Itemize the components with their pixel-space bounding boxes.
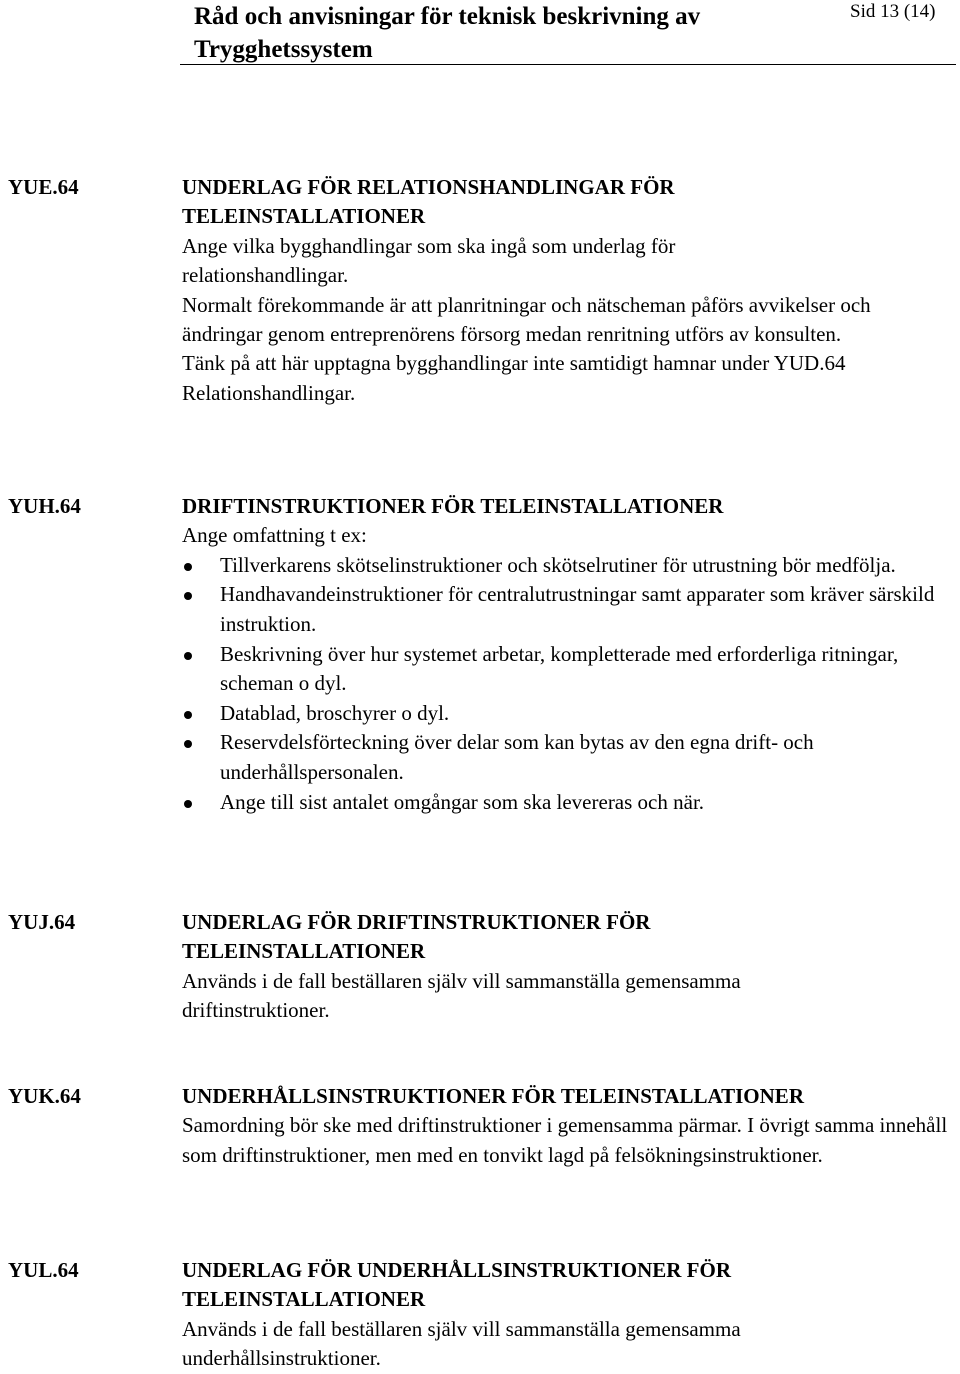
section-paragraph: Ange vilka bygghandlingar som ska ingå som underlag för relationshandlingar. — [182, 233, 676, 288]
section-body — [182, 908, 862, 1026]
section-code: YUK.64 — [8, 1084, 81, 1108]
list-item: Reservdelsförteckning över delar som kan bytas av den egna drift- och underhållspersonalen. — [182, 728, 952, 787]
section-heading: UNDERLAG FÖR DRIFTINSTRUKTIONER FÖR TELEINSTALLATIONER — [182, 910, 651, 964]
list-item: Datablad, broschyrer o dyl. — [182, 699, 952, 729]
section-body — [182, 492, 952, 817]
section-paragraph: Tänk på att här upptagna bygghandlingar inte samtidigt hamnar under YUD.64 Relationshandlingar. — [182, 351, 846, 405]
section-code: YUH.64 — [8, 494, 81, 518]
section-paragraph: Normalt förekommande är att planritningar och nätscheman påförs avvikelser och ändringar genom entreprenörens försorg medan renritning utförs av konsulten. — [182, 292, 871, 347]
section-heading: UNDERLAG FÖR RELATIONSHANDLINGAR FÖR TELEINSTALLATIONER — [182, 175, 675, 229]
list-item: Handhavandeinstruktioner för centralutrustningar samt apparater som kräver särskild instruktion. — [182, 580, 952, 639]
section-body — [182, 173, 882, 408]
section-code: YUE.64 — [8, 175, 79, 199]
page-header — [0, 0, 960, 67]
list-item: Ange till sist antalet omgångar som ska levereras och när. — [182, 788, 952, 818]
section-heading: UNDERLAG FÖR UNDERHÅLLSINSTRUKTIONER FÖR TELEINSTALLATIONER — [182, 1258, 731, 1312]
section-paragraph: Samordning bör ske med driftinstruktioner i gemensamma pärmar. I övrigt samma innehåll som driftinstruktioner, men med en tonvikt lagd på felsökningsinstruktioner. — [182, 1113, 948, 1167]
header-divider — [180, 64, 956, 65]
section-heading: UNDERHÅLLSINSTRUKTIONER FÖR TELEINSTALLATIONER — [182, 1084, 804, 1108]
section-heading: DRIFTINSTRUKTIONER FÖR TELEINSTALLATIONER — [182, 494, 724, 518]
section-intro: Ange omfattning t ex: — [182, 523, 367, 548]
document-title: Råd och anvisningar för teknisk beskrivning av Trygghetssystem — [194, 3, 701, 63]
section-code: YUL.64 — [8, 1258, 79, 1282]
section-paragraph: Används i de fall beställaren själv vill sammanställa gemensamma underhållsinstruktioner. — [182, 1316, 741, 1371]
bullet-list — [182, 551, 952, 817]
section-code: YUJ.64 — [8, 910, 76, 934]
list-item: Beskrivning över hur systemet arbetar, kompletterade med erforderliga ritningar, scheman o dyl. — [182, 640, 952, 699]
section-paragraph: Används i de fall beställaren själv vill sammanställa gemensamma driftinstruktioner. — [182, 968, 741, 1023]
list-item: Tillverkarens skötselinstruktioner och skötselrutiner för utrustning bör medfölja. — [182, 551, 952, 581]
page-number: Sid 13 (14) — [850, 1, 936, 22]
section-body — [182, 1256, 862, 1374]
section-body — [182, 1082, 952, 1170]
